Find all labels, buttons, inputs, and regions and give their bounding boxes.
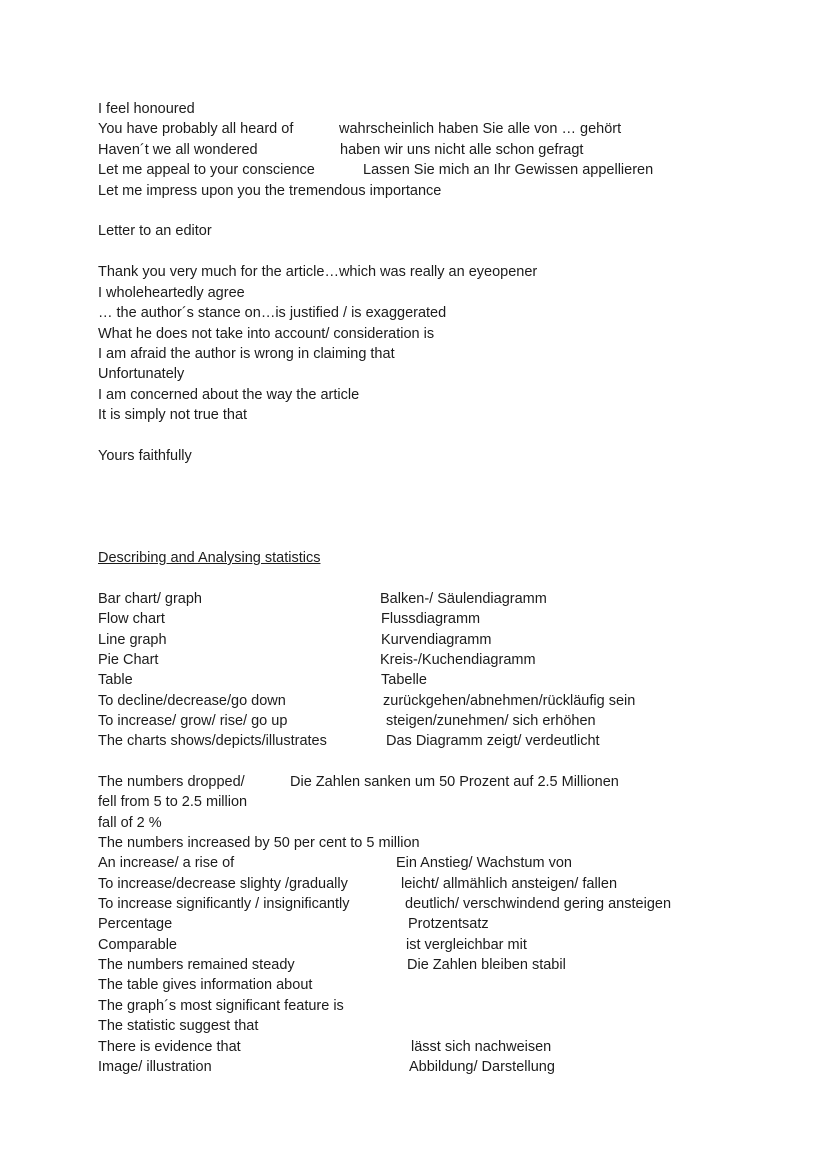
vocab-en: An increase/ a rise of	[98, 855, 235, 871]
vocab-de: Ein Anstieg/ Wachstum von	[396, 855, 572, 871]
vocab-en: Bar chart/ graph	[98, 591, 202, 607]
letter-phrase: Unfortunately	[98, 366, 185, 382]
phrase-de: haben wir uns nicht alle schon gefragt	[340, 142, 584, 158]
vocab-de: Die Zahlen bleiben stabil	[407, 957, 566, 973]
vocab-de: Protzentsatz	[408, 916, 489, 932]
vocab-en: To decline/decrease/go down	[98, 693, 286, 709]
letter-phrase: It is simply not true that	[98, 407, 248, 423]
phrase-en: You have probably all heard of	[98, 121, 294, 137]
section-title-statistics: Describing and Analysing statistics	[98, 550, 321, 566]
vocab-de: Balken-/ Säulendiagramm	[380, 591, 547, 607]
phrase-de: wahrscheinlich haben Sie alle von … gehört	[339, 121, 622, 137]
vocab-en: The charts shows/depicts/illustrates	[98, 733, 327, 749]
vocab-en: Table	[98, 672, 133, 688]
letter-closing: Yours faithfully	[98, 448, 192, 464]
letter-phrase: I wholeheartedly agree	[98, 285, 245, 301]
section-title-letter: Letter to an editor	[98, 223, 212, 239]
vocab-de: ist vergleichbar mit	[406, 937, 527, 953]
vocab-en: To increase/decrease slighty /gradually	[98, 876, 348, 892]
vocab-de: deutlich/ verschwindend gering ansteigen	[405, 896, 672, 912]
vocab-en: fell from 5 to 2.5 million	[98, 794, 248, 810]
vocab-en: To increase significantly / insignificantly	[98, 896, 350, 912]
vocab-en: Comparable	[98, 937, 177, 953]
vocab-de: leicht/ allmählich ansteigen/ fallen	[401, 876, 618, 892]
phrase-de: Lassen Sie mich an Ihr Gewissen appellieren	[363, 162, 654, 178]
vocab-en: fall of 2 %	[98, 815, 162, 831]
vocab-de: steigen/zunehmen/ sich erhöhen	[386, 713, 596, 729]
letter-phrase: I am concerned about the way the article	[98, 387, 360, 403]
vocab-en: The statistic suggest that	[98, 1018, 259, 1034]
vocab-de: Tabelle	[381, 672, 427, 688]
phrase-en: I feel honoured	[98, 101, 195, 117]
vocab-en: To increase/ grow/ rise/ go up	[98, 713, 288, 729]
vocab-en: The graph´s most significant feature is	[98, 998, 344, 1014]
letter-phrase: Thank you very much for the article…which was really an eyeopener	[98, 264, 538, 280]
vocab-en: Line graph	[98, 632, 167, 648]
vocab-de: Das Diagramm zeigt/ verdeutlicht	[386, 733, 600, 749]
vocab-de: Kreis-/Kuchendiagramm	[380, 652, 536, 668]
vocab-en: The numbers increased by 50 per cent to 5 million	[98, 835, 420, 851]
vocab-en: Percentage	[98, 916, 173, 932]
vocab-en: The table gives information about	[98, 977, 313, 993]
vocab-de: Die Zahlen sanken um 50 Prozent auf 2.5 Millionen	[290, 774, 619, 790]
vocab-en: There is evidence that	[98, 1039, 241, 1055]
phrase-en: Haven´t we all wondered	[98, 142, 258, 158]
vocab-de: zurückgehen/abnehmen/rückläufig sein	[383, 693, 636, 709]
vocab-de: Abbildung/ Darstellung	[409, 1059, 555, 1075]
phrase-en: Let me appeal to your conscience	[98, 162, 315, 178]
vocab-en: Image/ illustration	[98, 1059, 212, 1075]
letter-phrase: … the author´s stance on…is justified / is exaggerated	[98, 305, 447, 321]
phrase-en: Let me impress upon you the tremendous importance	[98, 183, 442, 199]
vocab-en: Pie Chart	[98, 652, 159, 668]
vocab-en: The numbers remained steady	[98, 957, 295, 973]
vocab-de: Kurvendiagramm	[381, 632, 492, 648]
vocab-de: lässt sich nachweisen	[411, 1039, 552, 1055]
letter-phrase: I am afraid the author is wrong in claiming that	[98, 346, 395, 362]
vocab-en: Flow chart	[98, 611, 165, 627]
vocab-de: Flussdiagramm	[381, 611, 481, 627]
vocab-en: The numbers dropped/	[98, 774, 245, 790]
letter-phrase: What he does not take into account/ consideration is	[98, 326, 435, 342]
